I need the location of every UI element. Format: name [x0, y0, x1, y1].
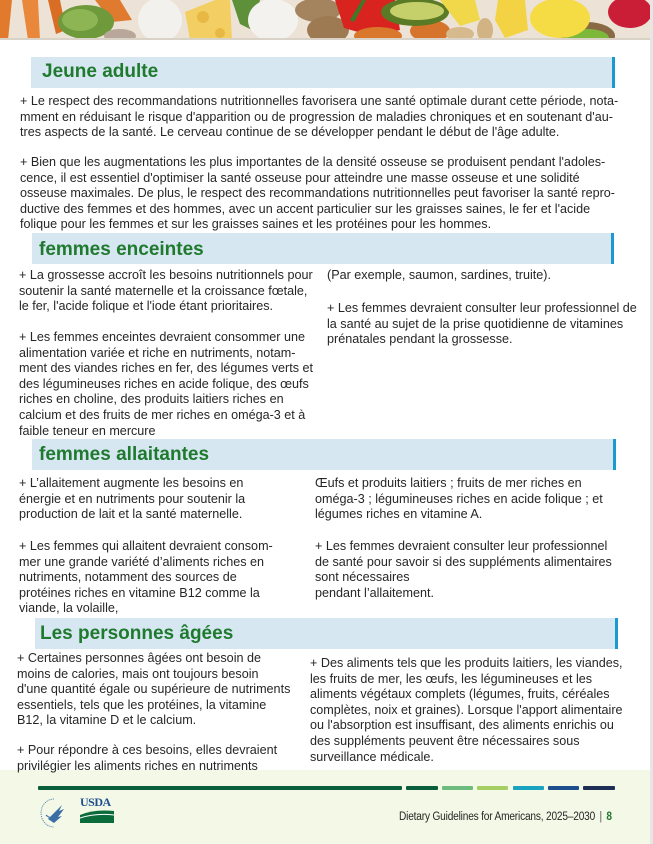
section-accent-bar	[615, 618, 618, 649]
footer-doc-title	[399, 811, 612, 823]
text-line: mer une grande variété d’aliments riches en	[19, 554, 265, 569]
page-number: 8	[606, 811, 612, 823]
text-line: + L’allaitement augmente les besoins en	[19, 476, 244, 490]
text-line: ductive des femmes et des hommes, avec un accent particulier sur les graisses saines, le fer et l'acide	[20, 201, 591, 216]
text-line: des légumineuses riches en acide folique, des œufs	[19, 376, 309, 391]
text-line: + Pour répondre à ces besoins, elles devraient	[17, 743, 278, 757]
text-line: + Les femmes devraient consulter leur professionnel de	[327, 301, 637, 315]
text-line: des suppléments peuvent être nécessaires sous	[310, 733, 580, 748]
paragraph	[20, 94, 618, 141]
text-line: + Des aliments tels que les produits laitiers, les viandes,	[310, 656, 623, 670]
text-line: + Le respect des recommandations nutritionnelles favorisera une santé optimale durant cette période, nota-	[20, 94, 619, 108]
text-line: folique pour les femmes et sur les graisses saines et les protéines pour les hommes.	[20, 217, 492, 232]
text-line: alimentation variée et riche en nutriments, notam-	[19, 345, 296, 360]
text-line: + Certaines personnes âgées ont besoin de	[17, 651, 261, 665]
text-line: + Les femmes qui allaitent devraient consom-	[19, 539, 273, 553]
text-line: essentiels, tels que les protéines, la vitamine	[17, 697, 267, 712]
text-line: aliments végétaux complets (légumes, fruits, céréales	[310, 687, 610, 702]
section-title: femmes allaitantes	[39, 444, 210, 465]
footer-rule-segment	[406, 786, 438, 790]
text-line: d'une quantité égale ou supérieure de nutriments	[17, 682, 291, 697]
text-line: surveillance médicale.	[310, 749, 434, 764]
text-line: la santé au sujet de la prise quotidienne de vitamines	[327, 316, 624, 331]
text-line: oméga-3 ; légumineuses riches en acide folique ; et	[315, 491, 603, 506]
text-line: riches en choline, des produits laitiers riches en	[19, 392, 284, 407]
text-line: les fruits de mer, les œufs, les légumineuses et les	[310, 671, 593, 686]
text-line: légumes riches en vitamine A.	[315, 507, 483, 522]
separator: |	[599, 811, 603, 823]
text-line: protéines riches en vitamine B12 comme la	[19, 585, 260, 600]
paragraph	[19, 268, 313, 315]
section-title: Les personnes âgées	[40, 623, 234, 644]
paragraph	[315, 476, 603, 523]
text-line: sont nécessaires	[315, 570, 410, 585]
text-line: privilégier les aliments riches en nutriments	[17, 758, 258, 773]
footer-rule-segment	[513, 786, 544, 790]
paragraph	[19, 330, 313, 439]
text-line: soutenir la santé maternelle et la croissance fœtale,	[19, 283, 308, 298]
usda-field-icon	[80, 809, 114, 823]
paragraph	[17, 743, 277, 774]
text-line: complètes, noix et graines). Lorsque l'apport alimentaire	[310, 702, 623, 717]
usda-logo	[80, 796, 114, 824]
text-line: ou l'absorption est insuffisant, des aliments enrichis ou	[310, 718, 614, 733]
text-line: mment en réduisant le risque d'apparition ou de progression de maladies chroniques et en soutenant d'au-	[20, 109, 613, 124]
text-line: cence, il est essentiel d'optimiser la santé osseuse pour atteindre une masse osseuse et une solidité	[20, 170, 580, 185]
paragraph	[17, 651, 290, 729]
section-accent-bar	[613, 439, 616, 470]
footer-rule-segment	[38, 786, 402, 790]
text-line: calcium et des fruits de mer riches en oméga-3 et à	[19, 407, 306, 422]
text-line: B12, la vitamine D et le calcium.	[17, 713, 197, 728]
text-line: pendant l’allaitement.	[315, 585, 435, 600]
section-title: femmes enceintes	[39, 239, 204, 260]
text-line: le fer, l'acide folique et l'iode étant prioritaires.	[19, 299, 274, 314]
text-line: faible teneur en mercure	[19, 423, 156, 438]
text-line: + Les femmes devraient consulter leur professionnel	[315, 539, 608, 553]
section-accent-bar	[612, 57, 615, 88]
text-line: prénatales pendant la grossesse.	[327, 332, 513, 347]
text-line: + Bien que les augmentations les plus importantes de la densité osseuse se produisent pendant l'adoles-	[20, 155, 606, 169]
paragraph	[315, 539, 612, 601]
paragraph	[19, 539, 273, 617]
paragraph	[19, 476, 245, 523]
usda-wordmark: USDA	[80, 795, 111, 809]
footer-rule-segment	[548, 786, 579, 790]
footer-rule-segment	[583, 786, 615, 790]
text-line: viande, la volaille,	[19, 601, 119, 616]
text-line: + Les femmes enceintes devraient consommer une	[19, 330, 305, 344]
paragraph	[310, 656, 623, 765]
text-line: Œufs et produits laitiers ; fruits de mer riches en	[315, 476, 582, 490]
text-line: tres aspects de la santé. Le cerveau continue de se développer pendant le début de l'âge adulte.	[20, 125, 560, 140]
text-line: de santé pour savoir si des suppléments alimentaires	[315, 554, 612, 569]
text-line: (Par exemple, saumon, sardines, truite).	[327, 268, 551, 282]
food-banner-image	[0, 0, 650, 40]
text-line: énergie et en nutriments pour soutenir la	[19, 491, 246, 506]
paragraph	[20, 155, 615, 233]
text-line: + La grossesse accroît les besoins nutritionnels pour	[19, 268, 313, 282]
text-line: ment des viandes riches en fer, des légumes verts et	[19, 361, 314, 376]
hhs-eagle-logo	[40, 797, 68, 829]
food-banner-illustration	[0, 0, 650, 40]
text-line: moins de calories, mais ont toujours besoin	[17, 666, 259, 681]
footer-rule-segment	[477, 786, 508, 790]
doc-title: Dietary Guidelines for Americans, 2025–2030	[399, 811, 596, 823]
text-line: production de lait et la santé maternelle.	[19, 507, 243, 522]
paragraph	[327, 301, 637, 348]
text-line: nutriments, notamment des sources de	[19, 570, 237, 585]
paragraph	[327, 268, 551, 284]
section-title: Jeune adulte	[42, 61, 159, 82]
text-line: osseuse maximales. De plus, le respect des recommandations nutritionnelles peut favoriser la santé repro-	[20, 186, 615, 201]
page-footer	[0, 770, 650, 844]
section-accent-bar	[611, 233, 614, 264]
footer-rule-segment	[442, 786, 473, 790]
